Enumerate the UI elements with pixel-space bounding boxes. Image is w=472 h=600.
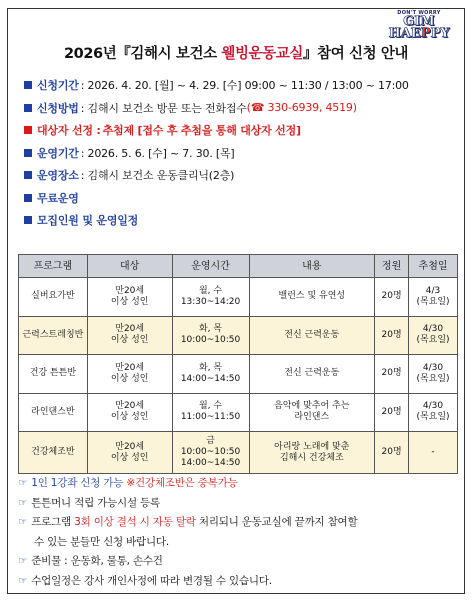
hand-pointing-icon: ☞ — [18, 516, 28, 528]
header-cell: 대상 — [87, 255, 172, 278]
phone-number: (☎ 330-6939, 4519) — [246, 101, 357, 115]
table-row — [19, 316, 458, 355]
info-selection: 대상자 선정 : 추첨제 [접수 후 추첨을 통해 대상자 선정] — [24, 119, 464, 142]
time-cell: 월, 수 13:30~14:20 — [172, 278, 249, 317]
info-free: 무료운영 — [24, 187, 464, 210]
content-cell: 전신 근력운동 — [249, 316, 375, 355]
bullet-square-icon — [24, 104, 32, 112]
bullet-square-icon — [24, 126, 32, 134]
header-cell: 프로그램 — [19, 255, 88, 278]
draw-date-cell: - — [409, 432, 458, 474]
time-cell: 금 10:00~10:50 14:00~14:50 — [172, 432, 249, 474]
draw-date-cell: 4/30 (목요일) — [409, 355, 458, 394]
bullet-square-icon — [24, 149, 32, 157]
info-list — [24, 74, 464, 232]
time-cell: 월, 수 11:00~11:50 — [172, 393, 249, 432]
bullet-square-icon — [24, 81, 32, 89]
content-cell: 아리랑 노래에 맞춘 김해시 건강체조 — [249, 432, 375, 474]
logo-brand: GIM HAEPPY — [388, 14, 450, 41]
info-place: 운영장소 : 김해시 보건소 운동클리닉(2층) — [24, 164, 464, 187]
hand-pointing-icon: ☞ — [18, 496, 28, 509]
note-item: ☞ 1인 1강좌 신청 가능 ※건강체조반은 중복가능 — [18, 477, 238, 489]
info-period: 신청기간 : 2026. 4. 20. [월] ~ 4. 29. [수] 09:00 ~ 11:30 / 13:00 ~ 17:00 — [24, 74, 464, 97]
program-cell: 근력스트레칭반 — [19, 316, 88, 355]
capacity-cell: 20명 — [375, 316, 409, 355]
content-cell: 밸런스 및 유연성 — [249, 278, 375, 317]
header-cell: 정원 — [375, 255, 409, 278]
program-cell: 라인댄스반 — [19, 393, 88, 432]
gimhaeppy-logo — [380, 10, 458, 40]
header-cell: 추첨일 — [409, 255, 458, 278]
header-cell: 내용 — [249, 255, 375, 278]
table-header-row — [19, 255, 458, 278]
bullet-square-icon — [24, 171, 32, 179]
content-cell: 전신 근력운동 — [249, 355, 375, 394]
capacity-cell: 20명 — [375, 278, 409, 317]
schedule-table — [18, 254, 458, 474]
target-cell: 만20세 이상 성인 — [87, 278, 172, 317]
draw-date-cell: 4/30 (목요일) — [409, 393, 458, 432]
draw-date-cell: 4/3 (목요일) — [409, 278, 458, 317]
target-cell: 만20세 이상 성인 — [87, 393, 172, 432]
notes-list — [18, 474, 462, 591]
bullet-square-icon — [24, 194, 32, 202]
hand-pointing-icon: ☞ — [18, 574, 28, 587]
hand-pointing-icon: ☞ — [18, 477, 28, 489]
target-cell: 만20세 이상 성인 — [87, 432, 172, 474]
time-cell: 화, 목 10:00~10:50 — [172, 316, 249, 355]
time-cell: 화, 목 14:00~14:50 — [172, 355, 249, 394]
note-item-continued: 수 있는 분들만 신청 바랍니다. — [34, 535, 170, 548]
table-row — [19, 278, 458, 317]
capacity-cell: 20명 — [375, 393, 409, 432]
note-item: ☞ 프로그램 3회 이상 결석 시 자동 탈락 처리되니 운동교실에 끝까지 참여할 — [18, 516, 358, 528]
title-highlight: 웰빙운동교실 — [221, 46, 303, 62]
page-title: 2026년『김해시 보건소 웰빙운동교실』참여 신청 안내 — [63, 46, 409, 62]
table-row — [19, 432, 458, 474]
bullet-square-icon — [24, 216, 32, 224]
info-method: 신청방법 : 김해시 보건소 방문 또는 전화접수 (☎ 330-6939, 4519) — [24, 97, 464, 120]
table-row — [19, 355, 458, 394]
table-row — [19, 393, 458, 432]
info-recruit: 모집인원 및 운영일정 — [24, 209, 464, 232]
info-operation: 운영기간 : 2026. 5. 6. [수] ~ 7. 30. [목] — [24, 142, 464, 165]
capacity-cell: 20명 — [375, 432, 409, 474]
target-cell: 만20세 이상 성인 — [87, 355, 172, 394]
program-cell: 건강체조반 — [19, 432, 88, 474]
note-item: ☞ 수업일정은 강사 개인사정에 따라 변경될 수 있습니다. — [18, 574, 272, 587]
program-cell: 실버요가반 — [19, 278, 88, 317]
program-cell: 건강 튼튼반 — [19, 355, 88, 394]
header-cell: 운영시간 — [172, 255, 249, 278]
target-cell: 만20세 이상 성인 — [87, 316, 172, 355]
hand-pointing-icon: ☞ — [18, 555, 28, 567]
logo-tagline: DON'T WORRY — [397, 10, 441, 16]
capacity-cell: 20명 — [375, 355, 409, 394]
note-item: ☞ 준비물 : 운동화, 물통, 손수건 — [18, 555, 163, 567]
draw-date-cell: 4/30 (목요일) — [409, 316, 458, 355]
content-cell: 음악에 맞추어 추는 라인댄스 — [249, 393, 375, 432]
note-item: ☞ 튼튼머니 적립 가능시설 등록 — [18, 496, 160, 509]
